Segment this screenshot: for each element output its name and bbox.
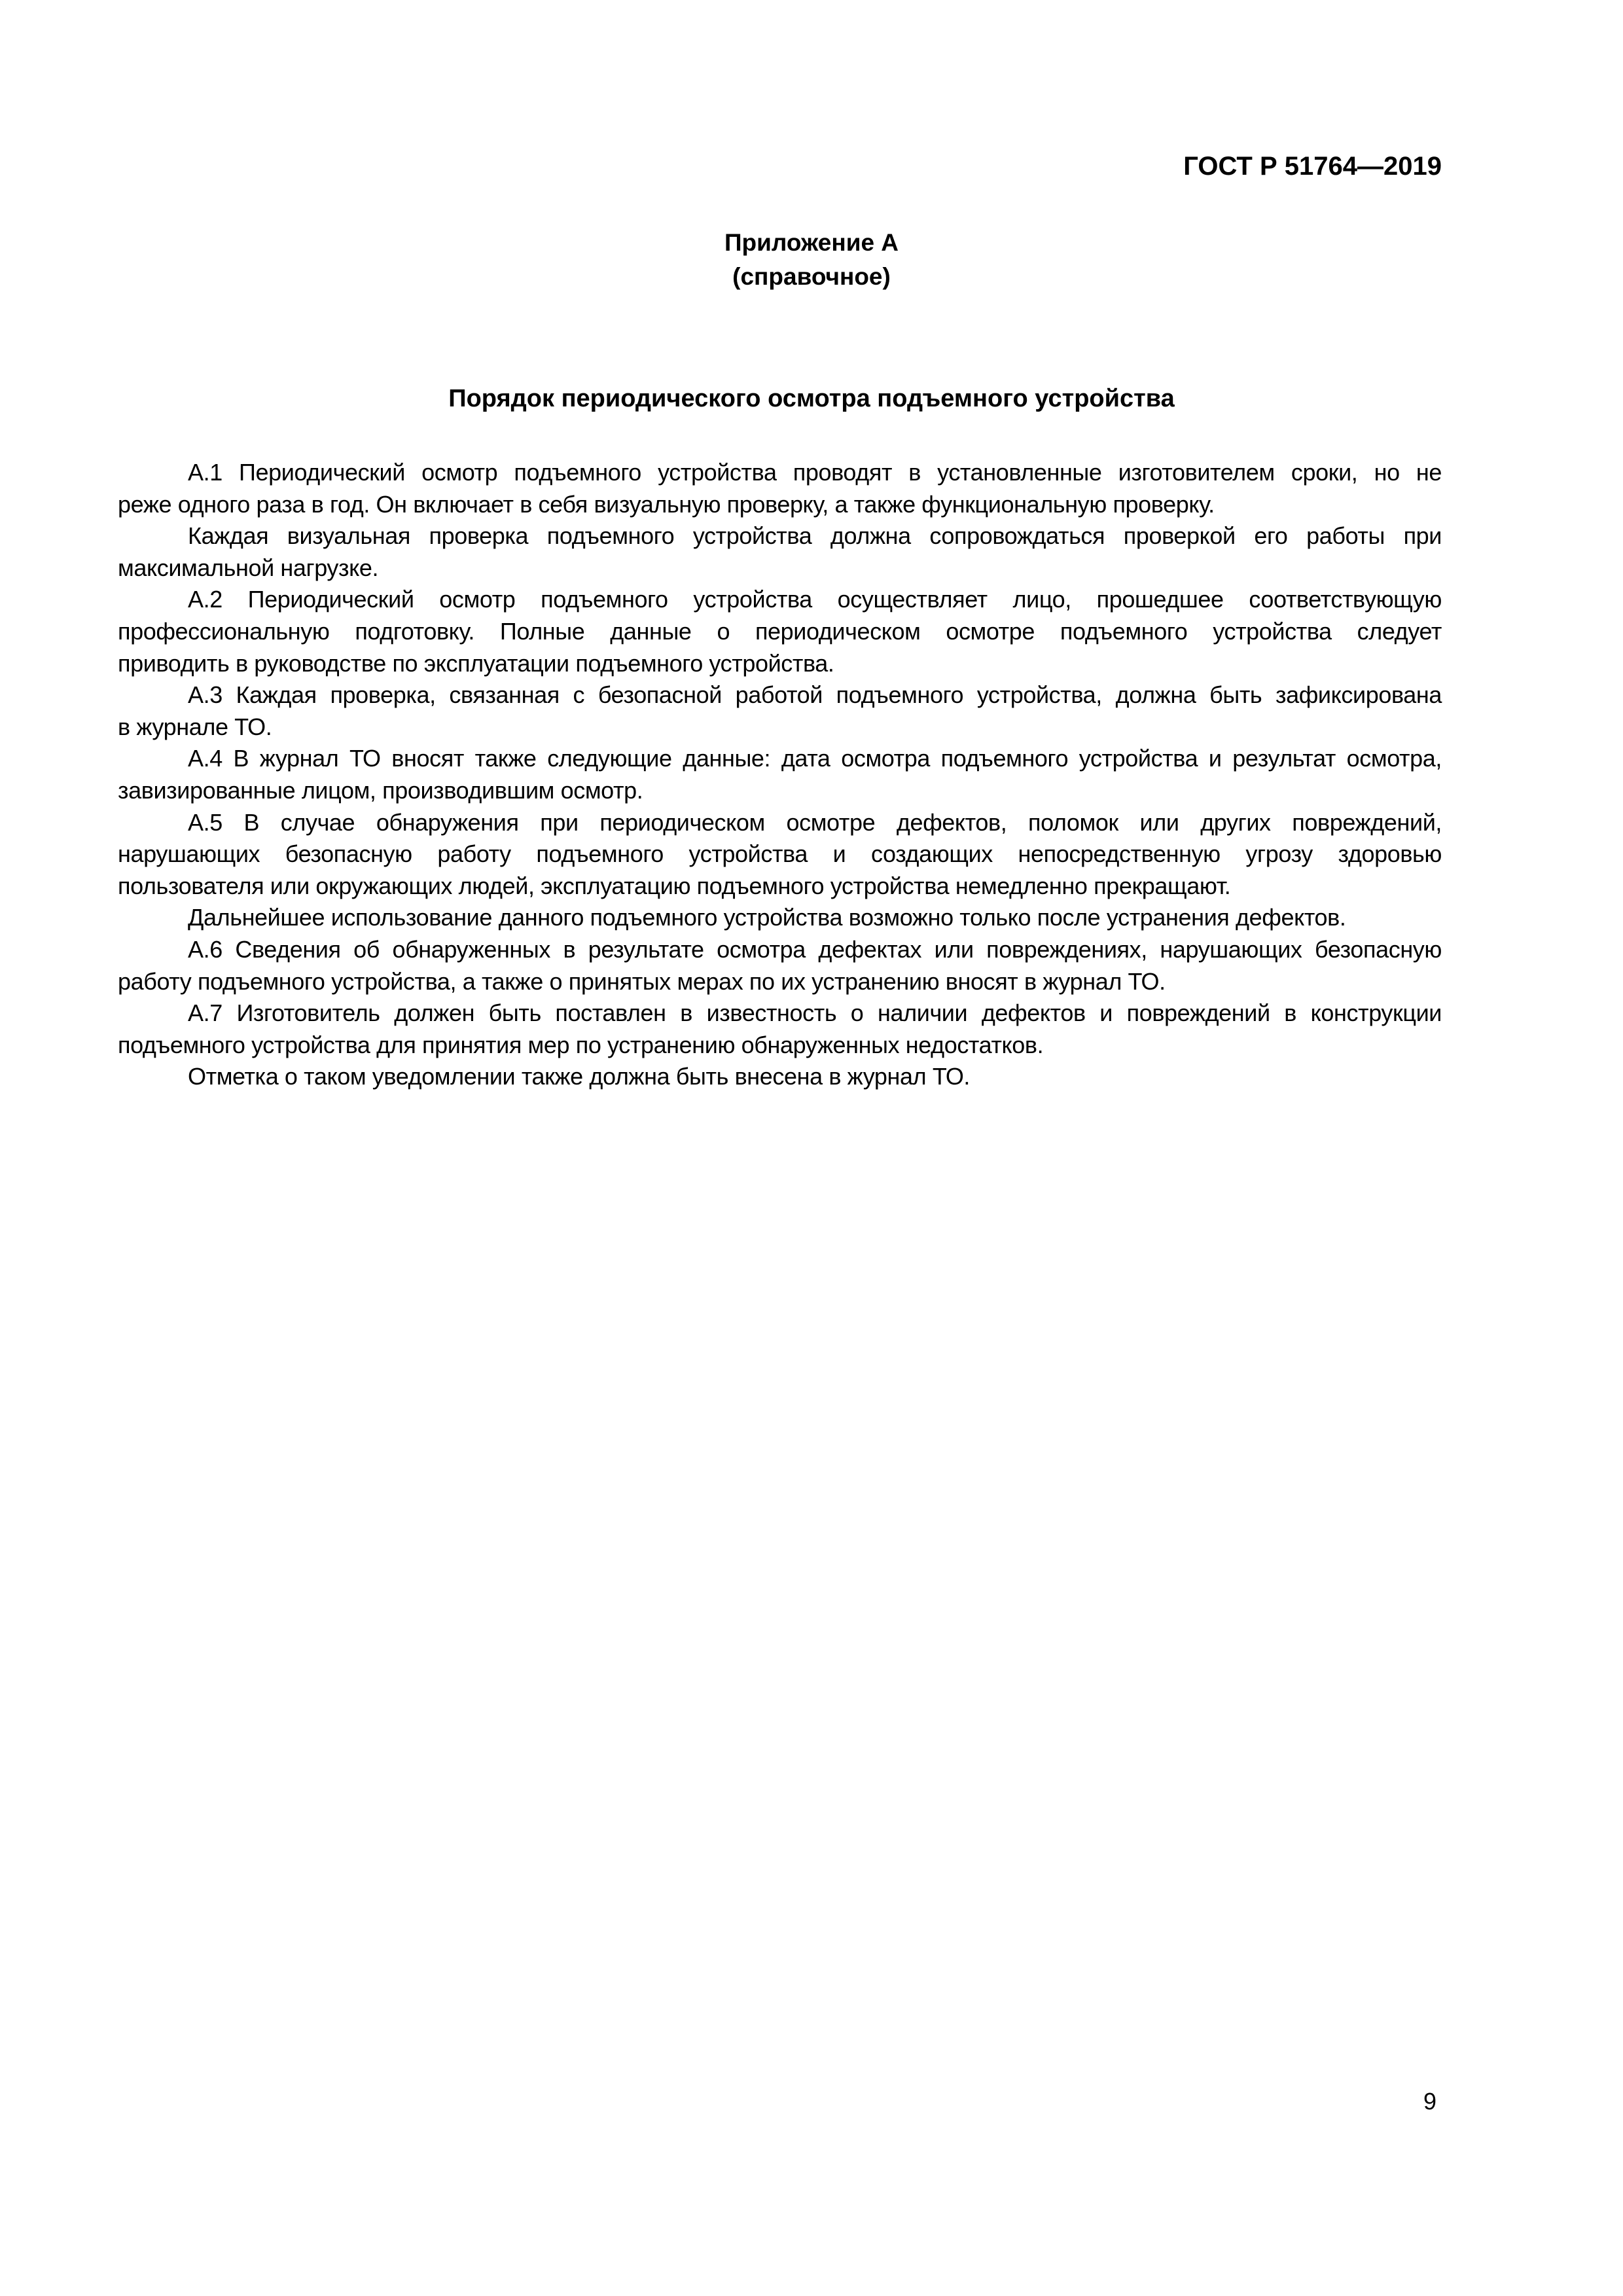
text-line: пользователя или окружающих людей, эксплуатацию подъемного устройства немедленно прекращают. (118, 872, 1231, 899)
paragraph (118, 807, 1442, 903)
appendix-heading (0, 226, 1623, 294)
section-title: Порядок периодического осмотра подъемного устройства (448, 385, 1175, 412)
paragraph (118, 584, 1442, 679)
text-line: Отметка о таком уведомлении также должна быть внесена в журнал ТО. (188, 1063, 971, 1090)
text-line: Каждая визуальная проверка подъемного устройства должна сопровождаться проверкой его работы при (188, 522, 1442, 550)
text-line: А.6 Сведения об обнаруженных в результате осмотра дефектах или повреждениях, нарушающих безопасную (188, 935, 1442, 963)
text-line: А.3 Каждая проверка, связанная с безопасной работой подъемного устройства, должна быть зафиксирована (188, 681, 1442, 709)
paragraph (118, 934, 1442, 997)
paragraph (118, 902, 1442, 934)
appendix-label: Приложение А (724, 229, 899, 256)
text-line: А.4 В журнал ТО вносят также следующие данные: дата осмотра подъемного устройства и результат осмотра, (188, 745, 1442, 772)
text-line: Дальнейшее использование данного подъемного устройства возможно только после устранения дефектов. (188, 904, 1346, 931)
document-code: ГОСТ Р 51764—2019 (1183, 152, 1442, 181)
text-line: профессиональную подготовку. Полные данные о периодическом осмотре подъемного устройства следует (118, 617, 1442, 645)
text-line: в журнале ТО. (118, 713, 272, 740)
paragraph (118, 743, 1442, 806)
text-line: А.2 Периодический осмотр подъемного устройства осуществляет лицо, прошедшее соответствующую (188, 586, 1442, 613)
text-line: работу подъемного устройства, а также о принятых мерах по их устранению вносят в журнал ТО. (118, 967, 1166, 995)
text-line: реже одного раза в год. Он включает в себя визуальную проверку, а также функциональную проверку. (118, 490, 1215, 518)
text-line: А.5 В случае обнаружения при периодическом осмотре дефектов, поломок или других повреждений, (188, 808, 1442, 836)
appendix-type: (справочное) (732, 263, 891, 290)
text-line: приводить в руководстве по эксплуатации подъемного устройства. (118, 649, 834, 677)
text-line: завизированные лицом, производившим осмотр. (118, 776, 643, 804)
text-line: подъемного устройства для принятия мер по устранению обнаруженных недостатков. (118, 1031, 1044, 1058)
paragraph (118, 997, 1442, 1061)
paragraph (118, 457, 1442, 520)
text-line: максимальной нагрузке. (118, 554, 379, 581)
paragraph (118, 520, 1442, 584)
document-body (118, 457, 1442, 1093)
text-line: А.1 Периодический осмотр подъемного устройства проводят в установленные изготовителем сроки, но не (188, 459, 1442, 486)
text-line: нарушающих безопасную работу подъемного устройства и создающих непосредственную угрозу здоровью (118, 840, 1442, 868)
text-line: А.7 Изготовитель должен быть поставлен в известность о наличии дефектов и повреждений в конструкции (188, 999, 1442, 1027)
page-number: 9 (1423, 2088, 1437, 2115)
paragraph (118, 679, 1442, 743)
paragraph (118, 1061, 1442, 1093)
